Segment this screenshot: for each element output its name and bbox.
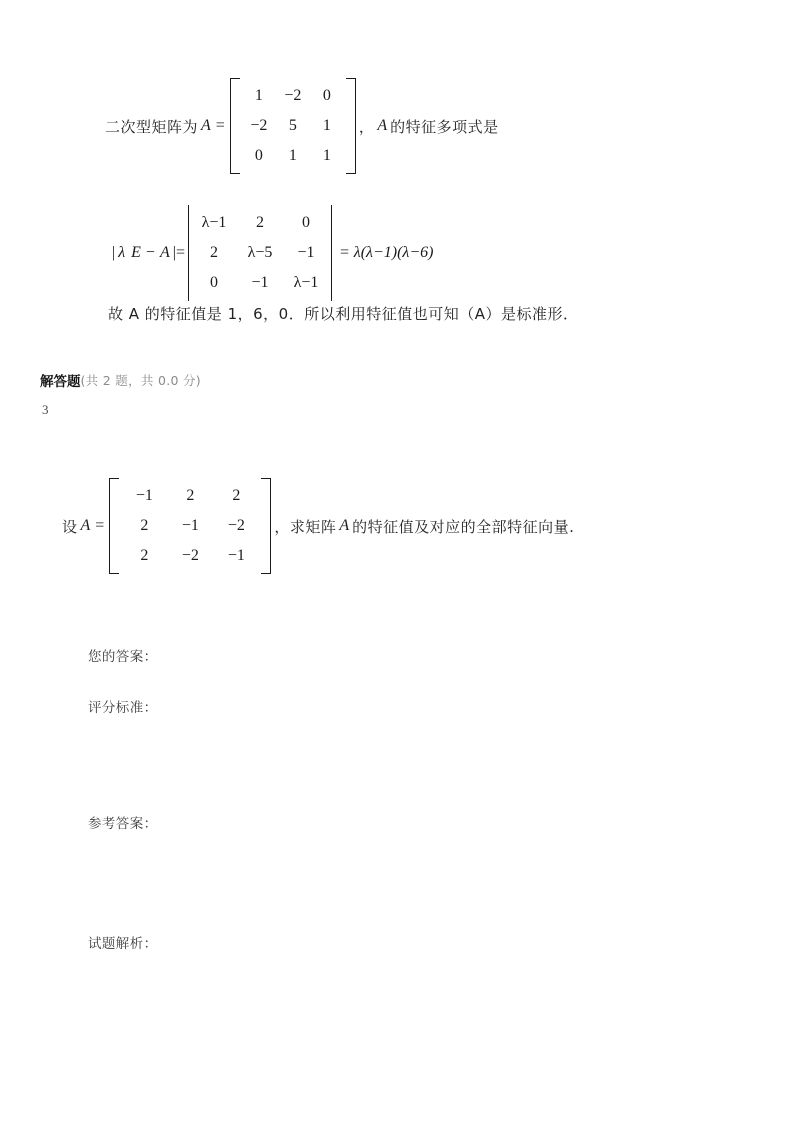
question-analysis-label: 试题解析： <box>88 936 158 952</box>
matrix-cell: 2 <box>186 487 195 504</box>
matrix-cell: 2 <box>140 517 149 534</box>
matrix-bracket-right <box>261 478 271 574</box>
matrix-cells <box>240 78 346 174</box>
determinant-cell: 0 <box>301 214 310 231</box>
your-answer-label: 您的答案： <box>88 649 158 665</box>
determinant-cell: λ−1 <box>293 274 319 291</box>
matrix-A-coefficients <box>230 78 356 174</box>
matrix-row <box>121 541 259 571</box>
matrix-cell: −2 <box>181 547 199 564</box>
characteristic-determinant-line <box>112 205 433 301</box>
det-lambda-symbol: λ <box>118 244 126 261</box>
intro-prefix-text: 二次型矩阵为 <box>105 117 199 136</box>
det-identity-symbol: E <box>131 244 141 261</box>
determinant-cells <box>189 205 331 301</box>
matrix-cell: 5 <box>288 117 297 134</box>
det-minus-sign: − <box>145 244 155 261</box>
question-comma: ， <box>274 517 290 536</box>
reference-answer-value <box>88 836 688 926</box>
question-statement-line <box>62 478 574 574</box>
intro-equals-sign: = <box>215 117 225 134</box>
matrix-cell: −1 <box>135 487 153 504</box>
determinant-row <box>191 208 329 238</box>
matrix-cell: −2 <box>250 117 268 134</box>
matrix-cell: −1 <box>181 517 199 534</box>
grading-criteria-label: 评分标准： <box>88 700 158 716</box>
determinant-row <box>191 268 329 298</box>
determinant-cell: −1 <box>251 274 269 291</box>
matrix-cell: 1 <box>254 87 263 104</box>
determinant-cell: 2 <box>209 244 218 261</box>
matrix-row <box>242 141 344 171</box>
matrix-bracket-left <box>230 78 240 174</box>
matrix-row <box>242 81 344 111</box>
matrix-bracket-left <box>109 478 119 574</box>
question-analysis-value <box>88 956 688 1046</box>
intro-comma: ， <box>358 117 375 136</box>
determinant-bar-right <box>331 205 332 301</box>
matrix-bracket-right <box>346 78 356 174</box>
matrix-cell: 2 <box>140 547 149 564</box>
question-text-before-var: 求矩阵 <box>289 517 337 536</box>
question-prefix-text: 设 <box>62 517 78 536</box>
matrix-cell: 0 <box>254 147 263 164</box>
determinant-cell: λ−5 <box>247 244 273 261</box>
det-matrix-symbol: A <box>159 244 170 261</box>
determinant-matrix <box>188 205 332 301</box>
determinant-cell: 0 <box>209 274 218 291</box>
intro-matrix-symbol-2: A <box>377 117 388 134</box>
intro-matrix-symbol: A <box>201 117 211 134</box>
matrix-cell: 2 <box>232 487 241 504</box>
matrix-cell: 1 <box>322 117 331 134</box>
grading-criteria-value <box>88 720 688 800</box>
intro-suffix-text: 的特征多项式是 <box>390 117 499 136</box>
question-number: 3 <box>42 402 49 417</box>
section-title: 解答题 <box>40 374 81 390</box>
matrix-cell: 1 <box>288 147 297 164</box>
your-answer-value[interactable] <box>88 668 688 696</box>
matrix-cells <box>119 478 261 574</box>
matrix-cell: −2 <box>284 87 302 104</box>
determinant-result: = λ(λ−1)(λ−6) <box>338 244 434 261</box>
matrix-cell: −2 <box>227 517 245 534</box>
reference-answer-label: 参考答案： <box>88 816 158 832</box>
quadratic-form-intro-line <box>105 78 499 174</box>
section-meta: (共 2 题，共 0.0 分) <box>80 373 201 388</box>
determinant-row <box>191 238 329 268</box>
matrix-row <box>242 111 344 141</box>
determinant-cell: λ−1 <box>201 214 227 231</box>
matrix-row <box>121 511 259 541</box>
det-close-bar-equals: |= <box>172 244 185 261</box>
section-header <box>40 370 201 390</box>
question-text-after-var: 的特征值及对应的全部特征向量. <box>352 517 575 536</box>
determinant-cell: 2 <box>255 214 264 231</box>
determinant-cell: −1 <box>297 244 315 261</box>
question-matrix-symbol: A <box>80 517 91 534</box>
matrix-cell: 0 <box>322 87 331 104</box>
question-inline-matrix-symbol: A <box>339 517 350 534</box>
matrix-cell: −1 <box>227 547 245 564</box>
matrix-A-question <box>109 478 271 574</box>
question-equals-sign: = <box>95 517 105 534</box>
det-open-bar: | <box>112 244 116 261</box>
eigenvalue-conclusion-text: 故 A 的特征值是 1，6，0．所以利用特征值也可知（A）是标准形． <box>108 305 579 323</box>
matrix-cell: 1 <box>322 147 331 164</box>
matrix-row <box>121 481 259 511</box>
